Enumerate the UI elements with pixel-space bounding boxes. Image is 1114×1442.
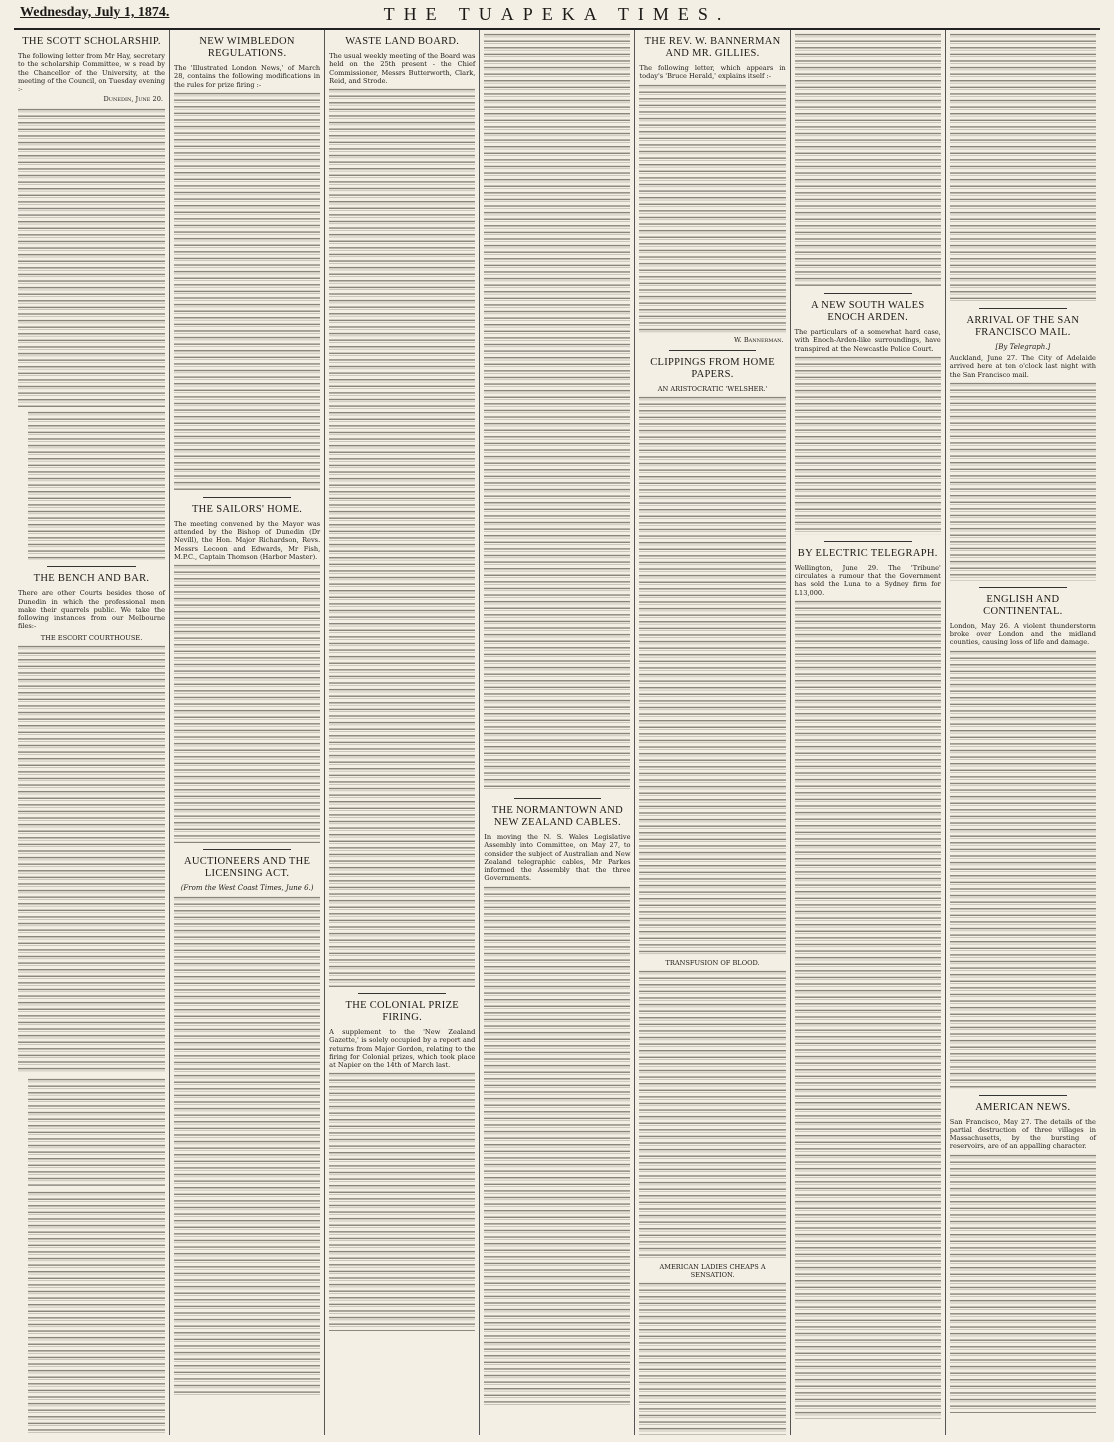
article [484, 805, 630, 1405]
article-lead: Wellington, June 29. The 'Tribune' circulates a rumour that the Government has sold the Luna to a Sydney firm for L13,000. [794, 563, 941, 597]
article-lead: There are other Courts besides those of Dunedin in which the professional men make their quarrels public. We take the following instances from our Melbourne files:- [18, 589, 166, 631]
column-1 [14, 30, 169, 1435]
article-lead: San Francisco, May 27. The details of the partial destruction of three villages in Massachusetts, by the bursting of reservoirs, are of an appalling character. [949, 1117, 1096, 1151]
article [639, 357, 785, 1435]
article [795, 548, 941, 1419]
column-7 [945, 30, 1100, 1435]
body-text-block [950, 32, 1096, 302]
article-subtitle: [By Telegraph.] [995, 343, 1051, 352]
column-2 [169, 30, 324, 1435]
section-subheading: AN ARISTOCRATIC 'WELSHER.' [657, 384, 768, 393]
article [950, 594, 1096, 1089]
article-heading: A NEW SOUTH WALES ENOCH ARDEN. [810, 300, 925, 324]
body-text-block [639, 1281, 785, 1435]
body-text-block [795, 599, 941, 1419]
body-text-block [795, 355, 941, 535]
article-divider [358, 993, 446, 994]
article-subtitle: (From the West Coast Times, June 6.) [180, 884, 314, 893]
article-divider [669, 350, 757, 351]
article-lead: London, May 26. A violent thunderstorm broke over London and the midland counties, causing loss of life and damage. [949, 621, 1096, 647]
body-text-block [329, 1071, 475, 1331]
article-lead: A supplement to the 'New Zealand Gazette,' is solely occupied by a report and returns from Major Gordon, relating to the firing for Colonial prizes, which took place at Napier on the 14th of March last. [329, 1028, 476, 1070]
article-divider [979, 1095, 1067, 1096]
body-text-block [950, 649, 1096, 1089]
article [795, 300, 941, 535]
article-heading: THE SCOTT SCHOLARSHIP. [22, 36, 161, 47]
article-lead: The particulars of a somewhat hard case, with Enoch-Arden-like surroundings, have transpired at the Newcastle Police Court. [794, 328, 941, 353]
article-heading: CLIPPINGS FROM HOME PAPERS. [650, 356, 775, 380]
body-text-block [28, 1077, 165, 1187]
article [174, 504, 320, 843]
article-lead: Auckland, June 27. The City of Adelaide arrived here at ten o'clock last night with the San Francisco mail. [949, 354, 1096, 379]
masthead [14, 2, 1100, 30]
article [484, 32, 630, 792]
article-lead: The following letter, which appears in today's 'Bruce Herald,' explains itself :- [639, 64, 786, 81]
article-heading: WASTE LAND BOARD. [345, 36, 460, 47]
body-text-block [639, 395, 785, 955]
article-heading: THE REV. W. BANNERMAN AND MR. GILLIES. [644, 36, 781, 60]
body-text-block [950, 1153, 1096, 1413]
article-heading: THE COLONIAL PRIZE FIRING. [345, 1000, 459, 1024]
body-text-block [795, 32, 941, 287]
article-divider [979, 587, 1067, 588]
column-3 [324, 30, 479, 1435]
article-lead: The meeting convened by the Mayor was attended by the Bishop of Dunedin (Dr Nevill), the Hon. Major Richardson, Revs. Messrs Lecoon and Edwards, Mr Fish, M.P.C., Captain Thomson (Harbor Master). [174, 519, 321, 561]
body-text-block [639, 969, 785, 1259]
article [329, 36, 475, 987]
article-divider [203, 497, 291, 498]
article [329, 1000, 475, 1331]
article-heading: BY ELECTRIC TELEGRAPH. [797, 547, 938, 559]
body-text-block [28, 1190, 165, 1435]
article-heading: NEW WIMBLEDON REGULATIONS. [199, 36, 295, 60]
article-heading: THE NORMANTOWN AND NEW ZEALAND CABLES. [491, 805, 623, 829]
article [18, 36, 165, 560]
column-6 [790, 30, 945, 1435]
article [950, 1102, 1096, 1413]
dateline: Dunedin, June 20. [103, 95, 164, 104]
article-signature: W. Bannerman. [734, 335, 784, 344]
article-divider [824, 293, 912, 294]
article-heading: ENGLISH AND CONTINENTAL. [983, 593, 1063, 617]
article-lead: The usual weekly meeting of the Board was held on the 25th present - the Chief Commissioner, Messrs Butterworth, Clark, Reid, and Strode. [329, 52, 476, 85]
body-text-block [639, 83, 785, 333]
issue-date: Wednesday, July 1, 1874. [20, 5, 170, 20]
article [950, 32, 1096, 302]
column-5 [634, 30, 789, 1435]
article-heading: AUCTIONEERS AND THE LICENSING ACT. [183, 856, 311, 880]
body-text-block [950, 381, 1096, 581]
body-text-block [18, 644, 165, 1074]
article-divider [47, 566, 135, 567]
article [18, 573, 165, 1435]
body-text-block [484, 32, 630, 792]
article-divider [979, 308, 1067, 309]
article-divider [203, 849, 291, 850]
article-heading: ARRIVAL OF THE SAN FRANCISCO MAIL. [966, 315, 1080, 339]
article [174, 856, 320, 1395]
article-lead: The following letter from Mr Hay, secretary to the scholarship Committee, w s read by the Chancellor of the University, at the meeting of the Council, on Tuesday evening :- [18, 52, 166, 93]
article-heading: THE BENCH AND BAR. [33, 573, 150, 585]
body-text-block [174, 563, 320, 843]
article-lead: The 'Illustrated London News,' of March 28, contains the following modifications in the rules for prize firing :- [174, 64, 321, 89]
body-text-block [18, 107, 165, 407]
section-subheading: AMERICAN LADIES CHEAPS A SENSATION. [659, 1262, 766, 1279]
article [174, 36, 320, 491]
newspaper-title: THE TUAPEKA TIMES. [383, 4, 731, 24]
article-lead: In moving the N. S. Wales Legislative Assembly into Committee, on May 27, to consider the subject of Australian and New Zealand telegraphic cables, Mr Parkes informed the Assembly that the three Governments. [484, 833, 631, 883]
section-subheading: THE ESCORT COURTHOUSE. [40, 634, 143, 643]
section-subheading: TRANSFUSION OF BLOOD. [665, 958, 760, 967]
body-text-block [174, 895, 320, 1395]
article [950, 315, 1096, 581]
body-text-block [28, 410, 165, 560]
article-heading: AMERICAN NEWS. [975, 1101, 1071, 1113]
article [795, 32, 941, 287]
body-text-block [484, 885, 630, 1405]
article-heading: THE SAILORS' HOME. [191, 503, 303, 515]
article-divider [514, 798, 602, 799]
article-divider [824, 541, 912, 542]
article [639, 36, 785, 344]
column-4 [479, 30, 634, 1435]
body-text-block [329, 87, 475, 987]
columns-container [14, 30, 1100, 1435]
body-text-block [174, 91, 320, 491]
